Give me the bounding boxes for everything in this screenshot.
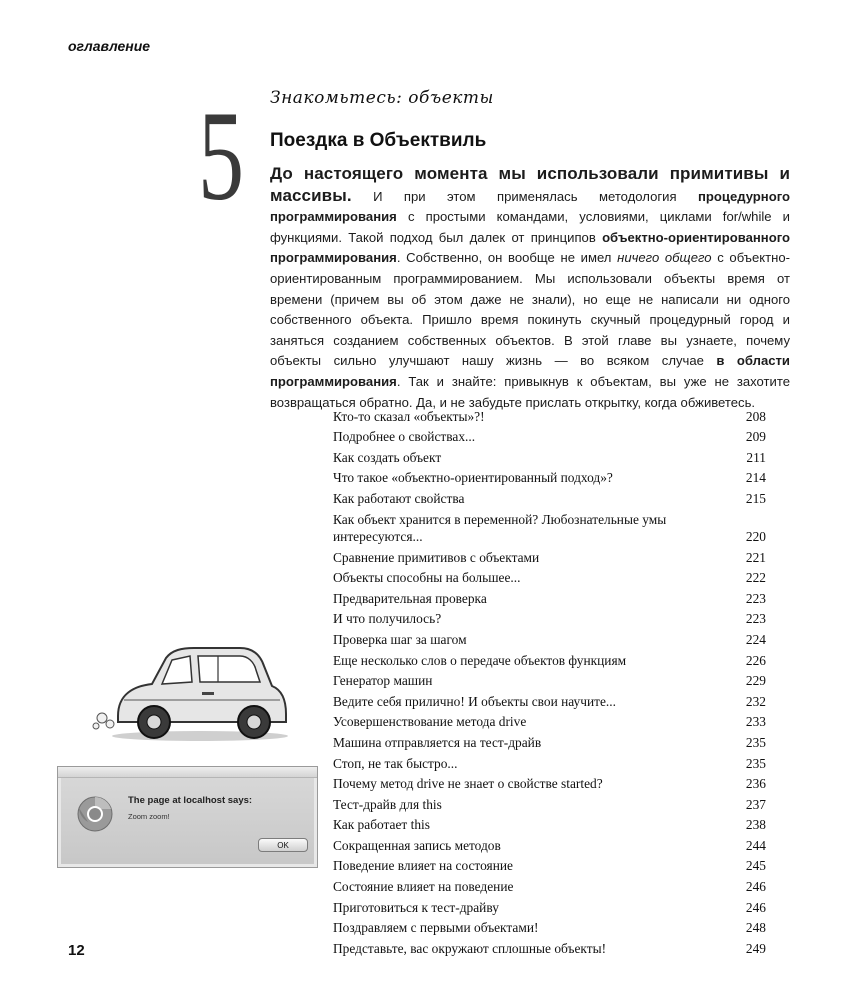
toc-entry-title: Приготовиться к тест-драйву [333, 899, 499, 915]
chapter-number: 5 [198, 85, 245, 227]
toc-entry[interactable] [333, 566, 766, 587]
toc-entry-title: Генератор машин [333, 673, 433, 689]
toc-entry[interactable] [333, 607, 766, 628]
toc-entry[interactable] [333, 466, 766, 487]
intro-emphasis: в области программирования [270, 353, 790, 389]
toc-entry-title: И что получилось? [333, 611, 442, 627]
toc-entry-title: Проверка шаг за шагом [333, 631, 467, 647]
toc-entry[interactable] [333, 710, 766, 731]
toc-entry-page: 248 [745, 920, 766, 936]
toc-entry-page: 209 [745, 429, 766, 445]
toc-entry-title: Как работают свойства [333, 490, 465, 506]
toc-entry[interactable] [333, 545, 766, 566]
dialog-message: Zoom zoom! [128, 812, 170, 821]
toc-entry-title: Поведение влияет на состояние [333, 858, 513, 874]
page-number: 12 [68, 942, 85, 959]
intro-emphasis: процедурного программирования [270, 188, 790, 225]
table-of-contents [333, 404, 766, 957]
intro-text: с объектно-ориентированным программированием. Мы использовали объекты время от времени (причем вы об этом даже не знали), но еще не написали ни одного собственного объекта. Пришло время покинуть скучный процедурный город и заняться созданием собственных объектов. В этой главе вы узнаете, почему объекты сильно улучшают нашу жизнь — во всяком случае [270, 250, 790, 369]
chapter-title: Поездка в Объектвиль [270, 130, 487, 151]
toc-entry[interactable] [333, 751, 766, 772]
toc-entry[interactable] [333, 936, 766, 957]
toc-entry-title: Представьте, вас окружают сплошные объекты! [333, 940, 607, 956]
toc-entry-page: 226 [745, 652, 766, 668]
toc-entry-page: 246 [745, 879, 766, 895]
toc-entry[interactable] [333, 833, 766, 854]
toc-entry-title: Подробнее о свойствах... [333, 429, 476, 445]
running-head: оглавление [68, 38, 151, 54]
toc-entry-title: Состояние влияет на поведение [333, 879, 514, 895]
toc-entry-title: Почему метод drive не знает о свойстве started? [333, 776, 603, 792]
intro-lead: До настоящего момента мы использовали примитивы и массивы. [270, 164, 790, 205]
toc-entry-page: 249 [745, 940, 766, 956]
intro-text: . Так и знайте: привыкнув к объектам, вы уже не захотите возвращаться обратно. Да, и не забудьте прислать открытку, когда обживетесь. [270, 373, 790, 410]
chapter-kicker: Знакомьтесь: объекты [270, 88, 494, 108]
toc-entry-page: 238 [745, 817, 766, 833]
toc-entry[interactable] [333, 425, 766, 446]
toc-entry-page: 245 [745, 858, 766, 874]
toc-entry[interactable] [333, 895, 766, 916]
dialog-title: The page at localhost says: [128, 795, 253, 806]
toc-entry[interactable] [333, 813, 766, 834]
toc-entry[interactable] [333, 792, 766, 813]
toc-entry[interactable] [333, 648, 766, 669]
toc-entry[interactable] [333, 507, 766, 545]
toc-entry-page: 222 [745, 570, 766, 586]
toc-entry[interactable] [333, 404, 766, 425]
toc-entry-page: 214 [745, 470, 766, 486]
toc-entry-title: Стоп, не так быстро... [333, 755, 458, 771]
intro-italic: ничего общего [617, 250, 712, 266]
intro-text: И при этом применялась методология [351, 188, 698, 204]
toc-entry-page: 224 [745, 631, 766, 647]
toc-entry-page: 223 [745, 611, 766, 627]
toc-entry[interactable] [333, 669, 766, 690]
toc-entry-title: Сокращенная запись методов [333, 837, 501, 853]
toc-entry-page: 244 [745, 837, 766, 853]
toc-entry-title: Поздравляем с первыми объектами! [333, 920, 539, 936]
car-icon [90, 636, 290, 746]
toc-entry-title: Как работает this [333, 817, 430, 833]
toc-entry-title: Предварительная проверка [333, 590, 487, 606]
chrome-icon [76, 795, 114, 833]
intro-emphasis: объектно-ориентированного программирования [270, 229, 790, 266]
intro-text: с простыми командами, условиями, циклами for/while и функциями. Такой подход был далек от принципов [270, 209, 790, 245]
dialog-titlebar [58, 767, 317, 778]
toc-entry[interactable] [333, 874, 766, 895]
toc-entry-title: Объекты способны на большее... [333, 570, 521, 586]
chapter-intro [270, 164, 790, 413]
toc-entry-page: 233 [745, 714, 766, 730]
toc-entry[interactable] [333, 772, 766, 793]
toc-entry-page: 232 [745, 693, 766, 709]
alert-dialog [57, 766, 318, 868]
toc-entry-page: 229 [745, 673, 766, 689]
toc-entry[interactable] [333, 627, 766, 648]
toc-entry[interactable] [333, 854, 766, 875]
toc-entry-page: 220 [745, 528, 766, 544]
toc-entry-title: Кто-то сказал «объекты»?! [333, 408, 485, 424]
toc-entry-page: 235 [745, 755, 766, 771]
toc-entry-title: Как объект хранится в переменной? Любознательные умы интересуются... [333, 511, 667, 544]
toc-entry-page: 215 [745, 490, 766, 506]
toc-entry[interactable] [333, 689, 766, 710]
toc-entry-title: Усовершенствование метода drive [333, 714, 527, 730]
intro-text: . Собственно, он вообще не имел [396, 250, 618, 266]
toc-entry[interactable] [333, 586, 766, 607]
toc-entry-title: Машина отправляется на тест-драйв [333, 734, 542, 750]
toc-entry[interactable] [333, 486, 766, 507]
toc-entry-page: 246 [745, 899, 766, 915]
toc-entry[interactable] [333, 445, 766, 466]
toc-entry-page: 208 [745, 408, 766, 424]
toc-entry-page: 223 [745, 590, 766, 606]
toc-entry-title: Еще несколько слов о передаче объектов функциям [333, 652, 627, 668]
toc-entry-page: 235 [745, 734, 766, 750]
toc-entry-page: 211 [746, 449, 766, 465]
toc-entry-title: Ведите себя прилично! И объекты свои научите... [333, 693, 616, 709]
toc-entry-page: 236 [745, 776, 766, 792]
toc-entry-title: Тест-драйв для this [333, 796, 442, 812]
toc-entry-title: Что такое «объектно-ориентированный подход»? [333, 470, 613, 486]
toc-entry-title: Сравнение примитивов с объектами [333, 549, 540, 565]
toc-entry-page: 221 [745, 549, 766, 565]
ok-button[interactable]: OK [258, 838, 308, 852]
toc-entry[interactable] [333, 730, 766, 751]
toc-entry-title: Как создать объект [333, 449, 442, 465]
toc-entry-page: 237 [745, 796, 766, 812]
toc-entry[interactable] [333, 916, 766, 937]
